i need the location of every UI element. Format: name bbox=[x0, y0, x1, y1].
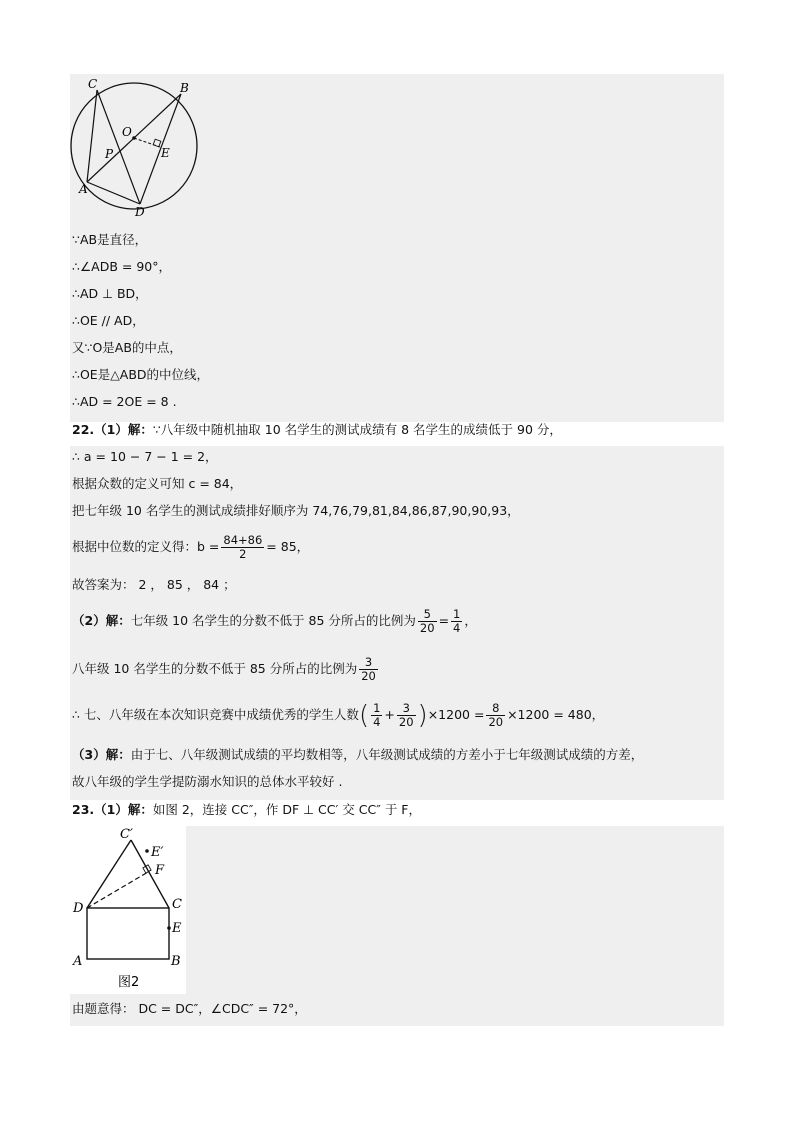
point-E bbox=[167, 926, 171, 930]
p22-q1-text: ∵八年级中随机抽取 10 名学生的测试成绩有 8 名学生的成绩低于 90 分， bbox=[152, 422, 562, 437]
p21-line-1: ∵AB是直径， bbox=[72, 232, 148, 247]
label-B: B bbox=[171, 954, 181, 969]
p22-l9-text: ∴ 七、八年级在本次知识竞赛中成绩优秀的学生人数 bbox=[72, 707, 359, 722]
p21-line-7: ∴AD = 2OE = 8 . bbox=[72, 394, 177, 409]
label-B: B bbox=[180, 81, 189, 95]
circle-figure bbox=[70, 76, 210, 224]
point-Ep bbox=[145, 849, 149, 853]
label-F: F bbox=[155, 863, 165, 878]
p22-line-9 bbox=[72, 700, 604, 731]
label-Ep: E′ bbox=[151, 845, 164, 860]
p22-q2-text: 七年级 10 名学生的分数不低于 85 分所占的比例为 bbox=[130, 613, 416, 628]
label-O: O bbox=[122, 125, 132, 139]
p22-q2-frac1 bbox=[418, 608, 437, 635]
p22-l9-end: ×1200 = 480， bbox=[507, 707, 605, 722]
p23-q1 bbox=[72, 802, 421, 818]
p21-line-6: ∴OE是△ABD的中位线， bbox=[72, 367, 210, 382]
p22-l9-frac1-num: 1 bbox=[373, 701, 381, 715]
label-P: P bbox=[105, 147, 114, 161]
p22-l9-frac1-den: 4 bbox=[373, 715, 381, 729]
p22-q1-head: 22.（1）解： bbox=[72, 422, 153, 437]
p22-l9-frac3 bbox=[486, 702, 505, 729]
p22-q2-end: ， bbox=[464, 613, 477, 628]
p22-q1 bbox=[72, 422, 562, 438]
figure-2 bbox=[70, 826, 186, 994]
p22-l8-frac-num: 3 bbox=[359, 656, 378, 670]
p22-line-b bbox=[72, 532, 309, 562]
p22-l9-frac2-den: 20 bbox=[398, 715, 414, 729]
p21-line-4: ∴OE // AD， bbox=[72, 313, 145, 328]
p22-q3-line-2: 故八年级的学生学提防溺水知识的总体水平较好 . bbox=[72, 774, 343, 789]
p22-line-c: 根据众数的定义可知 c = 84， bbox=[72, 476, 243, 491]
label-E: E bbox=[161, 146, 170, 160]
p22-line-a: ∴ a = 10 − 7 − 1 = 2， bbox=[72, 449, 218, 464]
p22-q3-head: （3）解： bbox=[72, 747, 131, 762]
p22-line-answer: 故答案为： 2 ， 85 ， 84 ； bbox=[72, 577, 236, 592]
p22-q3 bbox=[72, 747, 643, 763]
line-CA bbox=[87, 90, 97, 182]
p21-line-5: 又∵O是AB的中点， bbox=[72, 340, 182, 355]
p22-l9-frac1 bbox=[371, 702, 382, 729]
p23-line-last: 由题意得： DC = DC″，∠CDC″ = 72°， bbox=[72, 1001, 307, 1016]
p22-b-den: 2 bbox=[239, 547, 247, 561]
p22-l8-frac-den: 20 bbox=[361, 669, 376, 683]
p22-q2-frac1-num: 5 bbox=[418, 608, 437, 622]
p22-q2-frac2-den: 4 bbox=[453, 621, 461, 635]
line-AD bbox=[87, 182, 140, 204]
p22-l9-frac3-num: 8 bbox=[486, 702, 505, 716]
p22-l9-mid: ×1200 = bbox=[427, 707, 485, 722]
p22-b-post: = 85， bbox=[266, 539, 310, 554]
p22-l9-frac3-den: 20 bbox=[488, 715, 504, 729]
p22-l9-frac2-num: 3 bbox=[397, 702, 416, 716]
p22-l8-text: 八年级 10 名学生的分数不低于 85 分所占的比例为 bbox=[72, 661, 358, 676]
p22-b-fraction bbox=[221, 534, 264, 561]
p22-l9-lparen: ( bbox=[358, 700, 370, 731]
p22-q2 bbox=[72, 606, 477, 636]
p23-q1-head: 23.（1）解： bbox=[72, 802, 153, 817]
p22-b-pre: 根据中位数的定义得：b = bbox=[72, 539, 220, 554]
p23-q1-text: 如图 2，连接 CC″，作 DF ⊥ CC′ 交 CC″ 于 F， bbox=[152, 802, 421, 817]
label-E: E bbox=[172, 921, 182, 936]
label-C: C bbox=[88, 77, 98, 91]
p22-b-num: 84+86 bbox=[223, 533, 263, 547]
line-CD bbox=[97, 90, 140, 204]
p22-q2-frac2-num: 1 bbox=[453, 607, 461, 621]
label-D: D bbox=[135, 205, 145, 219]
p22-line-sort: 把七年级 10 名学生的测试成绩排好顺序为 74,76,79,81,84,86,87,90,90,93， bbox=[72, 503, 520, 518]
label-A: A bbox=[73, 954, 83, 969]
p21-line-2: ∴∠ADB = 90°， bbox=[72, 259, 171, 274]
p22-q2-head: （2）解： bbox=[72, 613, 131, 628]
p22-q3-text: 由于七、八年级测试成绩的平均数相等，八年级测试成绩的方差小于七年级测试成绩的方差， bbox=[130, 747, 644, 762]
p22-q2-frac2 bbox=[451, 608, 462, 635]
right-angle-mark bbox=[153, 139, 161, 147]
p22-l8-frac bbox=[359, 656, 378, 683]
p22-line-8 bbox=[72, 654, 380, 684]
p22-l9-plus: + bbox=[384, 707, 395, 722]
p22-l9-frac2 bbox=[397, 702, 416, 729]
point-O bbox=[132, 136, 136, 140]
label-D: D bbox=[73, 901, 84, 916]
figure-2-caption: 图2 bbox=[118, 975, 140, 990]
p22-q2-frac1-den: 20 bbox=[419, 621, 435, 635]
label-A: A bbox=[79, 182, 88, 196]
label-C: C bbox=[172, 897, 182, 912]
label-Cp: C′ bbox=[120, 827, 133, 842]
p22-q2-eq: = bbox=[438, 613, 450, 628]
p21-line-3: ∴AD ⊥ BD， bbox=[72, 286, 148, 301]
p22-l9-rparen: ) bbox=[417, 700, 428, 731]
